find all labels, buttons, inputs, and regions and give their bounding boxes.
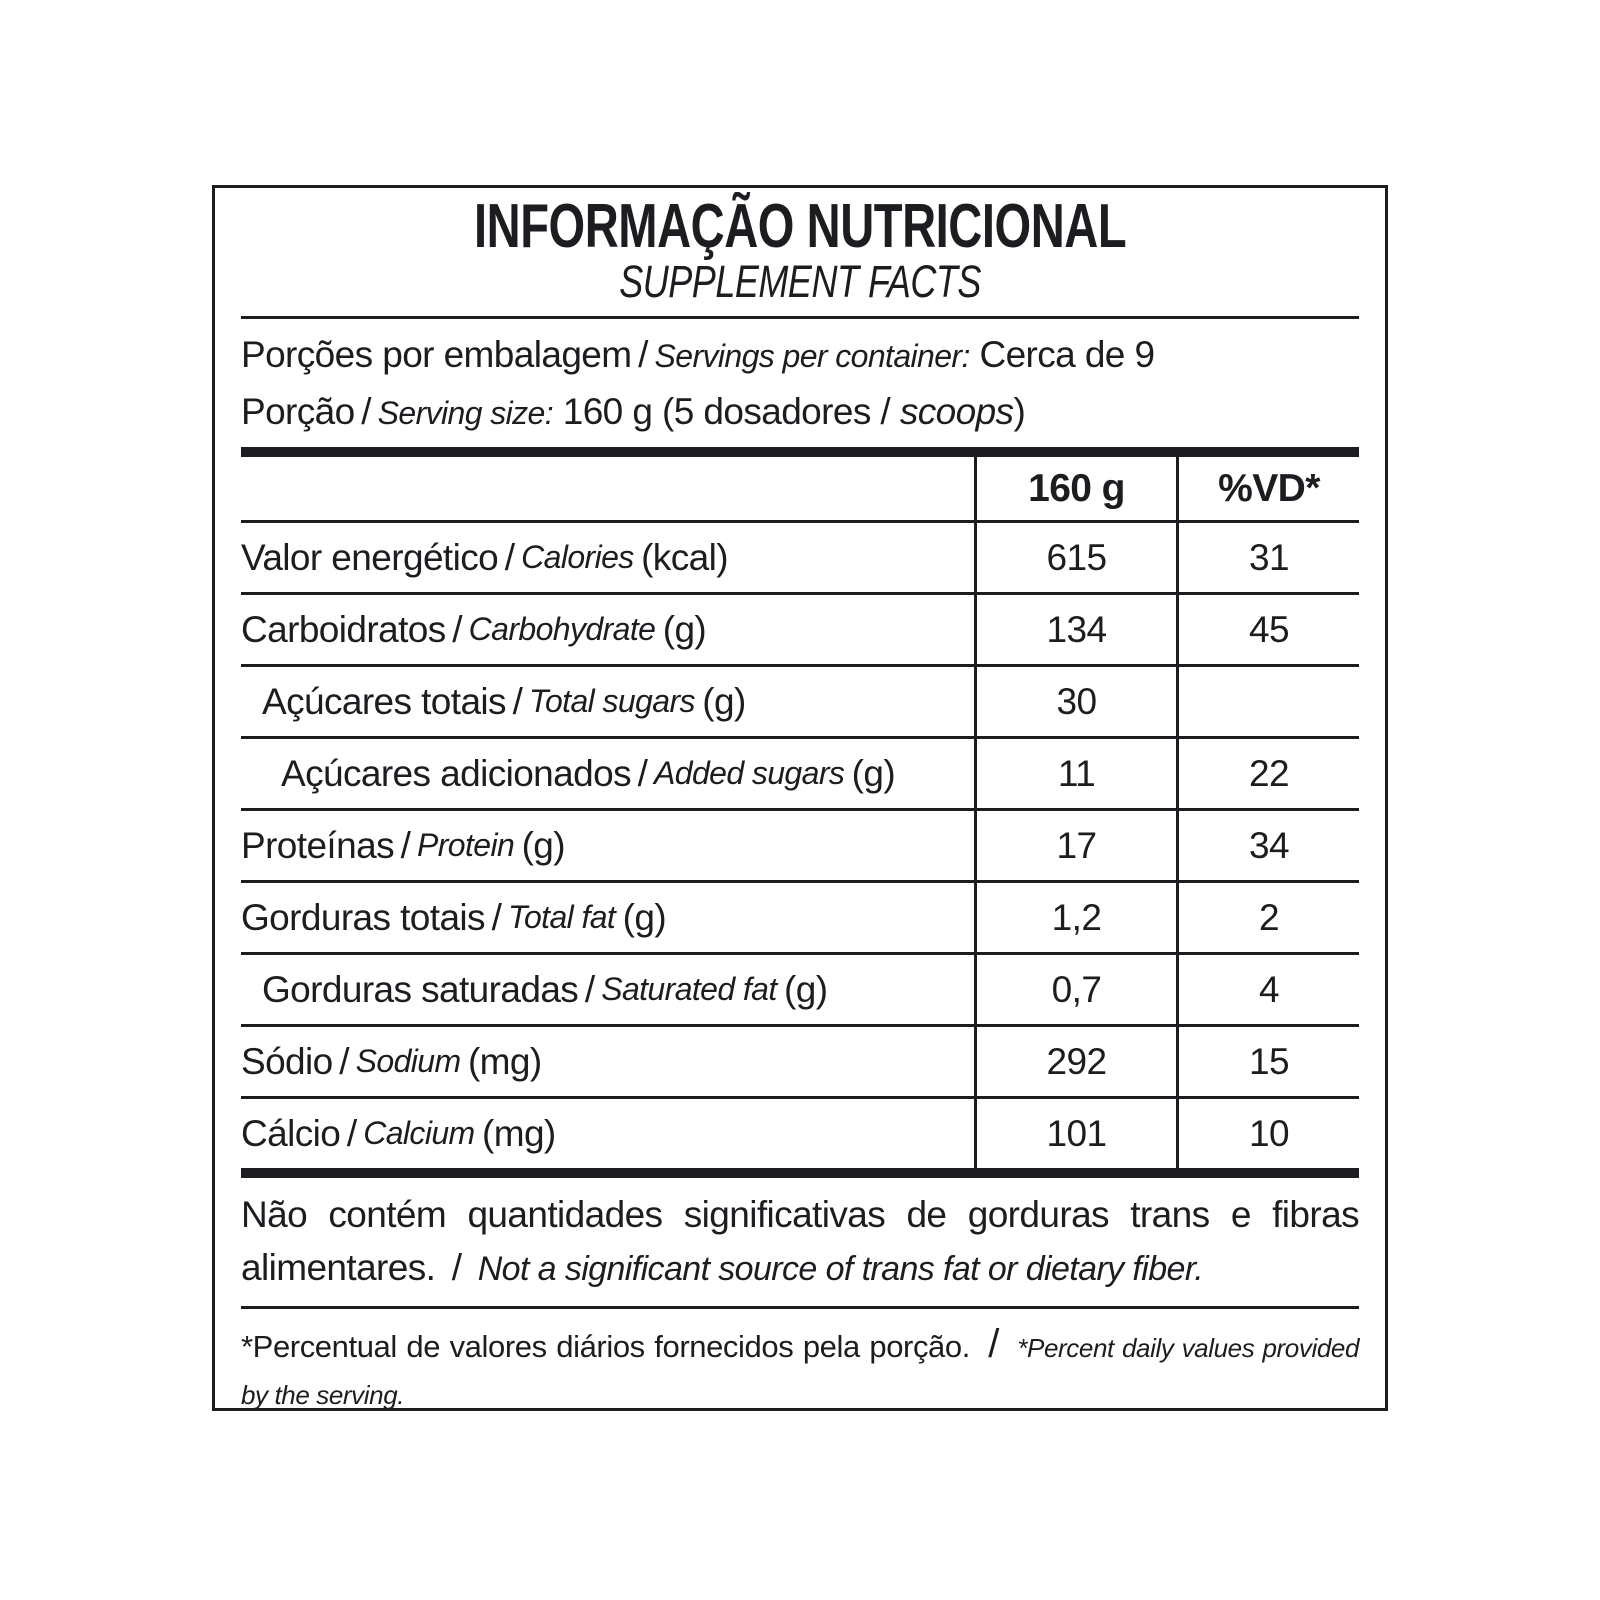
amount-value-cell: 11 bbox=[974, 739, 1176, 808]
daily-value-cell: 15 bbox=[1176, 1027, 1359, 1096]
slash-separator: / bbox=[451, 1247, 462, 1288]
nutrient-unit: (g) bbox=[662, 608, 707, 650]
slash-separator: / bbox=[346, 1112, 357, 1154]
table-row bbox=[241, 952, 1359, 1024]
daily-value-cell bbox=[1176, 667, 1359, 736]
nutrient-unit: (g) bbox=[784, 968, 828, 1010]
nutrient-name-pt: Cálcio bbox=[241, 1112, 341, 1154]
amount-value-cell: 1,2 bbox=[974, 883, 1176, 952]
amount-value-cell: 17 bbox=[974, 811, 1176, 880]
nutrient-label-cell bbox=[241, 595, 974, 664]
slash-separator: / bbox=[339, 1040, 349, 1082]
nutrient-name-en: Calcium bbox=[363, 1115, 475, 1151]
serving-size-value: 160 g (5 dosadores / bbox=[562, 391, 891, 432]
servings-per-container-pt: Porções por embalagem bbox=[241, 334, 632, 375]
slash-separator: / bbox=[491, 896, 502, 938]
nutrient-name-en: Added sugars bbox=[654, 755, 845, 791]
no-significant-note-en: Not a significant source of trans fat or dietary fiber. bbox=[477, 1250, 1204, 1288]
nutrient-name-en: Saturated fat bbox=[601, 971, 777, 1007]
nutrient-name-en: Total sugars bbox=[528, 683, 695, 719]
nutrient-unit: (g) bbox=[521, 824, 565, 866]
nutrient-name-en: Carbohydrate bbox=[468, 611, 656, 647]
table-row bbox=[241, 880, 1359, 952]
title-english: SUPPLEMENT FACTS bbox=[619, 256, 981, 307]
nutrition-facts-label bbox=[212, 185, 1388, 1411]
header-daily-value-column: %VD* bbox=[1176, 457, 1359, 520]
serving-size-pt: Porção bbox=[241, 391, 355, 432]
serving-size-en: Serving size: bbox=[377, 395, 554, 431]
nutrient-label-cell bbox=[241, 811, 974, 880]
servings-per-container-en: Servings per container: bbox=[654, 338, 970, 374]
amount-value-cell: 101 bbox=[974, 1099, 1176, 1168]
nutrient-name-en: Protein bbox=[416, 827, 515, 863]
amount-value-cell: 292 bbox=[974, 1027, 1176, 1096]
serving-size-value-close: ) bbox=[1013, 391, 1026, 432]
nutrient-name-pt: Açúcares totais bbox=[262, 680, 506, 722]
daily-value-cell: 34 bbox=[1176, 811, 1359, 880]
thick-bar-bottom bbox=[241, 1168, 1359, 1178]
nutrient-name-pt: Carboidratos bbox=[241, 608, 446, 650]
amount-value-cell: 30 bbox=[974, 667, 1176, 736]
table-body bbox=[241, 520, 1359, 1168]
nutrient-name-en: Sodium bbox=[355, 1043, 461, 1079]
nutrient-label-cell bbox=[241, 1027, 974, 1096]
slash-separator: / bbox=[361, 391, 371, 432]
table-row bbox=[241, 520, 1359, 592]
nutrient-name-pt: Açúcares adicionados bbox=[281, 752, 631, 794]
header-nutrient-column bbox=[241, 457, 974, 520]
nutrient-name-pt: Proteínas bbox=[241, 824, 394, 866]
nutrient-label-cell bbox=[241, 667, 974, 736]
amount-value-cell: 615 bbox=[974, 523, 1176, 592]
nutrient-unit: (kcal) bbox=[641, 536, 728, 578]
daily-value-footnote bbox=[241, 1321, 1359, 1418]
serving-size-value-scoops: scoops bbox=[899, 391, 1014, 432]
slash-separator: / bbox=[638, 334, 648, 375]
divider-above-footnote bbox=[241, 1306, 1359, 1309]
daily-value-cell: 31 bbox=[1176, 523, 1359, 592]
slash-separator: / bbox=[637, 752, 648, 794]
table-row bbox=[241, 592, 1359, 664]
table-row bbox=[241, 1024, 1359, 1096]
slash-separator: / bbox=[988, 1322, 999, 1366]
nutrient-label-cell bbox=[241, 883, 974, 952]
nutrient-name-en: Calories bbox=[521, 539, 634, 575]
nutrient-unit: (mg) bbox=[482, 1112, 556, 1154]
nutrient-unit: (g) bbox=[702, 680, 746, 722]
header-amount-column: 160 g bbox=[974, 457, 1176, 520]
daily-value-cell: 4 bbox=[1176, 955, 1359, 1024]
footnote-pt: *Percentual de valores diários fornecidos pela porção. bbox=[241, 1329, 970, 1364]
nutrient-name-pt: Gorduras totais bbox=[241, 896, 485, 938]
daily-value-cell: 2 bbox=[1176, 883, 1359, 952]
daily-value-cell: 10 bbox=[1176, 1099, 1359, 1168]
slash-separator: / bbox=[452, 608, 462, 650]
nutrient-label-cell bbox=[241, 739, 974, 808]
slash-separator: / bbox=[504, 536, 515, 578]
servings-per-container-line bbox=[241, 327, 1359, 384]
label-header bbox=[241, 188, 1359, 306]
nutrient-name-pt: Gorduras saturadas bbox=[262, 968, 579, 1010]
daily-value-cell: 45 bbox=[1176, 595, 1359, 664]
no-significant-note-pt: Não contém quantidades significativas de gorduras trans e fibras alimentares. bbox=[241, 1194, 1359, 1288]
slash-separator: / bbox=[400, 824, 411, 866]
table-row bbox=[241, 808, 1359, 880]
nutrient-unit: (mg) bbox=[467, 1040, 542, 1082]
nutrient-label-cell bbox=[241, 955, 974, 1024]
amount-value-cell: 134 bbox=[974, 595, 1176, 664]
title-portuguese: INFORMAÇÃO NUTRICIONAL bbox=[473, 192, 1127, 261]
table-row bbox=[241, 1096, 1359, 1168]
nutrient-unit: (g) bbox=[851, 752, 896, 794]
thick-bar-top bbox=[241, 447, 1359, 457]
no-significant-note bbox=[241, 1188, 1359, 1296]
amount-value-cell: 0,7 bbox=[974, 955, 1176, 1024]
slash-separator: / bbox=[584, 968, 595, 1010]
table-header-row bbox=[241, 457, 1359, 520]
servings-per-container-value: Cerca de 9 bbox=[979, 334, 1155, 375]
nutrition-table bbox=[241, 457, 1359, 1168]
nutrient-label-cell bbox=[241, 523, 974, 592]
nutrient-label-cell bbox=[241, 1099, 974, 1168]
table-row bbox=[241, 664, 1359, 736]
slash-separator: / bbox=[512, 680, 523, 722]
footnote-en: *Percent daily values provided by the serving. bbox=[241, 1333, 1360, 1410]
nutrient-name-pt: Valor energético bbox=[241, 536, 499, 578]
serving-info bbox=[241, 319, 1359, 441]
nutrient-name-pt: Sódio bbox=[241, 1040, 333, 1082]
nutrient-name-en: Total fat bbox=[507, 899, 616, 935]
daily-value-cell: 22 bbox=[1176, 739, 1359, 808]
table-row bbox=[241, 736, 1359, 808]
serving-size-line bbox=[241, 384, 1359, 441]
nutrient-unit: (g) bbox=[622, 896, 667, 938]
